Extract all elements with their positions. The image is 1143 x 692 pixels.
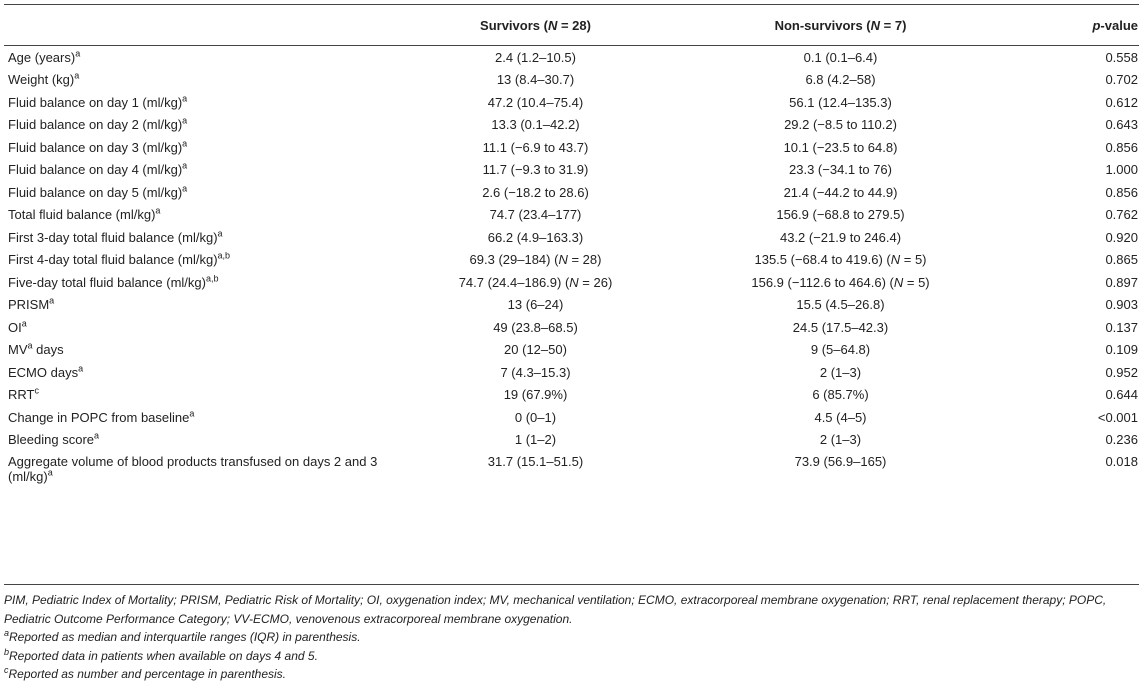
footnote-marker: a [182,115,188,126]
cell-nonsurvivors: 15.5 (4.5–26.8) [796,297,885,313]
cell-pvalue: 0.920 [1105,229,1138,245]
footnote-marker: a [49,295,55,306]
footnote-marker: a [94,430,100,441]
cell-pvalue: 0.558 [1105,49,1138,65]
table-row [4,204,1139,227]
cell-survivors: 2.4 (1.2–10.5) [495,49,576,65]
footnote-marker: a [182,93,188,104]
table-row [4,451,1139,497]
table-row [4,249,1139,272]
row-label: ECMO days$^a$ [8,363,84,380]
cell-nonsurvivors: 156.9 (−112.6 to 464.6) (N = 5) [751,274,930,290]
table-row [4,429,1139,452]
table-row [4,316,1139,339]
cell-nonsurvivors: 2 (1–3) [819,364,862,380]
cell-nonsurvivors: 0.1 (0.1–6.4) [803,49,878,65]
cell-nonsurvivors: 43.2 (−21.9 to 246.4) [779,229,902,245]
cell-survivors: 66.2 (4.9–163.3) [487,229,584,245]
header-survivors-label: Survivors (N = 28) [480,17,591,33]
footnote-marker: a,b [205,273,219,284]
cell-nonsurvivors: 6.8 (4.2–58) [805,72,876,88]
cell-survivors: 20 (12–50) [504,342,567,358]
cell-nonsurvivors: 23.3 (−34.1 to 76) [789,162,892,178]
table-row [4,226,1139,249]
footnote-a-mark: a [4,628,10,638]
table-bottom-rule [4,584,1139,585]
cell-pvalue: 0.856 [1105,184,1138,200]
footnote-marker: c [34,385,39,396]
cell-pvalue: 0.903 [1105,297,1138,313]
cell-survivors: 0 (0–1) [514,409,557,425]
table-row [4,136,1139,159]
footnote-a [4,628,1134,647]
cell-nonsurvivors: 6 (85.7%) [812,387,869,403]
header-variable [4,4,404,46]
cell-nonsurvivors: 2 (1–3) [819,432,862,448]
cell-pvalue: 0.762 [1105,207,1138,223]
footnote-abbreviations: PIM, Pediatric Index of Mortality; PRISM, Pediatric Risk of Mortality; OI, oxygenation index; MV, mechanical ventilation; ECMO, extracorporeal membrane oxygenation; RRT, renal replacement therapy; POPC, Pediatric Outcome Performance Category; VV-ECMO, venovenous extracorporeal membrane oxygenation. [4,593,1107,626]
table-row [4,406,1139,429]
footnote-marker: a [217,228,223,239]
results-table [4,4,1139,497]
cell-survivors: 49 (23.8–68.5) [493,319,578,335]
footnote-marker: a [182,138,188,149]
cell-nonsurvivors: 56.1 (12.4–135.3) [789,94,892,110]
cell-survivors: 19 (67.9%) [503,387,568,403]
cell-nonsurvivors: 73.9 (56.9–165) [794,454,887,469]
cell-nonsurvivors: 24.5 (17.5–42.3) [792,319,889,335]
cell-pvalue: 0.865 [1105,252,1138,268]
row-label: First 4-day total fluid balance $(ml/kg)^{a,b}$ [8,250,231,268]
cell-pvalue: 0.897 [1105,274,1138,290]
cell-survivors: 1 (1–2) [514,432,557,448]
footnote-b-text: Reported data in patients when available on days 4 and 5. [9,648,318,663]
header-nonsurvivors-label: Non-survivors (N = 7) [774,17,907,33]
table-row [4,361,1139,384]
cell-nonsurvivors: 4.5 (4–5) [814,409,867,425]
footnote-b-mark: b [4,646,10,657]
cell-pvalue: 0.236 [1105,432,1138,448]
cell-nonsurvivors: 10.1 (−23.5 to 64.8) [783,139,898,155]
footnote-marker: a [47,467,53,478]
footnote-marker: a [182,160,188,171]
cell-nonsurvivors: 156.9 (−68.8 to 279.5) [776,207,905,223]
header-survivors [404,4,667,46]
footnote-b [4,647,1134,666]
header-pvalue-label: p-value [1092,17,1138,33]
cell-pvalue: 0.644 [1105,387,1138,403]
footnote-marker: a [75,48,81,59]
row-label: Five-day total fluid balance $(ml/kg)^{a,b}$ [8,273,219,290]
table-row [4,159,1139,182]
row-label: Weight (kg)$^a$ [8,70,80,88]
row-label: First 3-day total fluid balance $(ml/kg)^a$ [8,228,223,245]
row-label: Age (years)$^a$ [8,48,81,65]
cell-pvalue: 0.856 [1105,139,1138,155]
row-label: Fluid balance on day 3 $(ml/kg)^a$ [8,138,188,155]
cell-survivors: 74.7 (23.4–177) [489,207,582,223]
footnote-c-text: Reported as number and percentage in parenthesis. [8,667,287,681]
cell-survivors: 13 (8.4–30.7) [496,72,575,88]
table-row [4,69,1139,92]
footnote-c [4,665,1134,684]
footnote-marker: a,b [217,250,231,261]
cell-pvalue: <0.001 [1097,409,1138,425]
table-row [4,339,1139,362]
cell-pvalue: 0.109 [1105,342,1138,358]
table-row [4,294,1139,317]
cell-pvalue: 0.137 [1105,319,1138,335]
cell-nonsurvivors: 29.2 (−8.5 to 110.2) [784,117,897,133]
cell-nonsurvivors: 21.4 (−44.2 to 44.9) [783,184,898,200]
footnote-marker: a [182,183,188,194]
row-label: Fluid balance on day 2 $(ml/kg)^a$ [8,115,188,133]
row-label: Total fluid balance $(ml/kg)^a$ [8,205,161,223]
table-row [4,181,1139,204]
row-label: PRISM$^a$ [8,295,55,313]
cell-survivors: 74.7 (24.4–186.9) (N = 26) [458,274,613,290]
cell-survivors: 47.2 (10.4–75.4) [487,94,584,110]
table-row [4,114,1139,137]
row-label: Fluid balance on day 4 $(ml/kg)^a$ [8,160,188,178]
table-body [4,46,1139,497]
header-nonsurvivors [667,4,1014,46]
footnote-marker: a [78,363,84,374]
table-row [4,271,1139,294]
row-label: Fluid balance on day 1 $(ml/kg)^a$ [8,93,188,110]
row-label: RRT$^c$ [8,385,39,403]
footnote-marker: a [21,318,27,329]
row-label: $MV^a$ days [8,340,64,358]
cell-survivors: 2.6 (−18.2 to 28.6) [482,184,589,200]
cell-survivors: 11.1 (−6.9 to 43.7) [482,139,589,155]
footnote-a-text: Reported as median and interquartile ranges (IQR) in parenthesis. [9,630,361,644]
cell-survivors: 69.3 (29–184) (N = 28) [469,252,602,268]
cell-survivors: 11.7 (−9.3 to 31.9) [482,162,589,178]
cell-survivors: 13 (6–24) [507,297,564,313]
header-row [4,4,1139,46]
cell-pvalue: 1.000 [1105,162,1138,178]
footnote-marker: a [74,70,80,81]
cell-nonsurvivors: 135.5 (−68.4 to 419.6) (N = 5) [754,252,927,268]
cell-survivors: 13.3 (0.1–42.2) [491,117,580,133]
cell-pvalue: 0.612 [1105,94,1138,110]
row-label: Fluid balance on day 5 $(ml/kg)^a$ [8,183,188,200]
table-footnotes [4,591,1134,684]
row-label: $OI^a$ [8,318,27,335]
footnote-marker: a [27,340,33,351]
cell-survivors: 31.7 (15.1–51.5) [487,454,584,469]
row-label: Aggregate volume of blood products transfused on days 2 and 3 $(ml/kg)^a$ [8,454,378,484]
cell-pvalue: 0.702 [1105,72,1138,88]
table-row [4,91,1139,114]
footnote-marker: a [189,408,195,419]
footnote-c-mark: c [4,665,9,675]
footnote-marker: a [155,205,161,216]
cell-nonsurvivors: 9 (5–64.8) [810,342,871,358]
header-pvalue [1014,4,1139,46]
table-row [4,384,1139,407]
row-label: Change in POPC from baseline$^a$ [8,408,195,425]
cell-pvalue: 0.952 [1105,364,1138,380]
row-label: Bleeding score$^a$ [8,430,100,448]
table-row [4,46,1139,69]
cell-survivors: 7 (4.3–15.3) [500,364,571,380]
cell-pvalue: 0.643 [1105,117,1138,133]
cell-pvalue: 0.018 [1105,454,1138,469]
